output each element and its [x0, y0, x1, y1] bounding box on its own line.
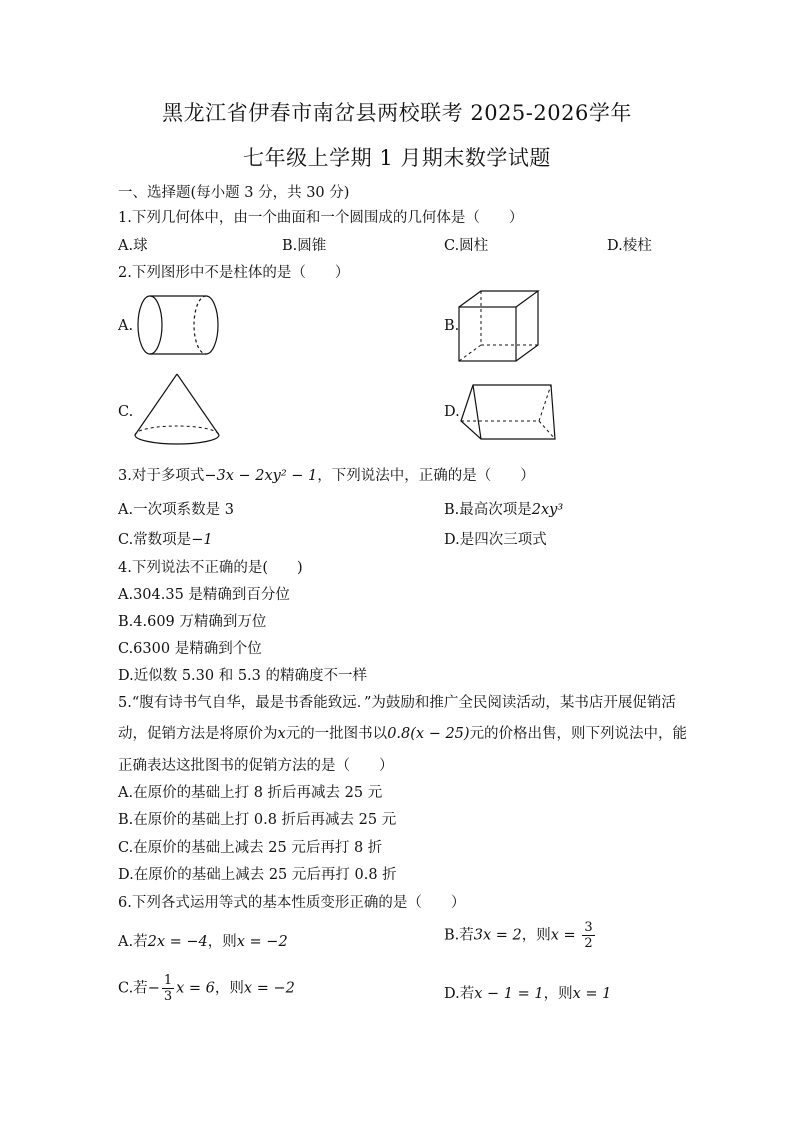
- q3-stem-suffix: ，下列说法中，正确的是（ ）: [317, 468, 535, 484]
- q6-c-fraction: [162, 973, 174, 1004]
- q6-a-then: ，则: [207, 934, 237, 950]
- q5-option-d: D.在原价的基础上减去 25 元后再打 0.8 折: [118, 867, 397, 883]
- q5-price-expr: 0.8(x − 25): [387, 726, 470, 742]
- q5-line2-prefix: 动，促销方法是将原价为: [118, 726, 278, 742]
- q5-option-c: C.在原价的基础上减去 25 元后再打 8 折: [118, 840, 383, 856]
- q6-b-fraction: [582, 920, 594, 951]
- exam-title-line1: 黑龙江省伊春市南岔县两校联考 2025-2026学年: [162, 101, 632, 125]
- q3-option-c-expr: −1: [191, 532, 213, 548]
- q6-c-result: x = −2: [243, 980, 295, 997]
- q2-option-c-label: C.: [118, 404, 134, 420]
- q1-option-b: B.圆锥: [282, 238, 327, 254]
- q3-stem: [118, 464, 535, 485]
- q6-c-condition: x = 6: [176, 980, 215, 997]
- q2-option-a-label: A.: [118, 318, 134, 334]
- q6-option-b: [444, 920, 597, 951]
- q3-option-a: A.一次项系数是 3: [118, 502, 234, 518]
- q5-variable: x: [277, 726, 286, 742]
- q4-option-c: C.6300 是精确到个位: [118, 641, 262, 657]
- q6-b-numerator: 3: [584, 920, 593, 935]
- q6-c-numerator: 1: [163, 973, 173, 988]
- q6-option-d: [444, 982, 611, 1003]
- q1-option-c: C.圆柱: [444, 238, 489, 254]
- q5-stem-line2: [118, 722, 687, 743]
- q4-option-d: D.近似数 5.30 和 5.3 的精确度不一样: [118, 668, 367, 684]
- q4-option-b: B.4.609 万精确到万位: [118, 614, 267, 630]
- q5-option-b: B.在原价的基础上打 0.8 折后再减去 25 元: [118, 812, 397, 828]
- q5-line2-suffix: 元的价格出售，则下列说法中，能: [469, 726, 688, 742]
- prism-figure: [455, 377, 560, 445]
- cone-figure: [130, 370, 225, 452]
- q3-polynomial: −3x − 2xy² − 1: [204, 468, 318, 484]
- q4-option-a: A.304.35 是精确到百分位: [118, 587, 290, 603]
- q6-stem: 6.下列各式运用等式的基本性质变形正确的是（ ）: [118, 895, 466, 911]
- q3-option-c-prefix: C.常数项是: [118, 532, 192, 548]
- q2-option-d-label: D.: [444, 404, 460, 420]
- q3-stem-prefix: 3.对于多项式: [118, 468, 205, 484]
- cube-figure: [455, 287, 545, 367]
- q3-option-b-prefix: B.最高次项是: [444, 502, 532, 518]
- q1-option-a: A.球: [118, 238, 148, 254]
- q6-b-prefix: B.若: [444, 927, 474, 944]
- q6-a-prefix: A.若: [118, 934, 148, 950]
- q2-stem: 2.下列图形中不是柱体的是（ ）: [118, 265, 350, 281]
- section-heading: 一、选择题(每小题 3 分，共 30 分): [118, 185, 350, 201]
- q1-option-d: D.棱柱: [607, 238, 652, 254]
- q3-option-d: D.是四次三项式: [444, 532, 547, 548]
- q3-option-b-expr: 2xy³: [531, 502, 564, 518]
- q6-option-a: [118, 930, 288, 951]
- q4-stem: 4.下列说法不正确的是( ): [118, 560, 303, 576]
- q5-stem-line1: 5.“腹有诗书气自华，最是书香能致远．”为鼓励和推广全民阅读活动，某书店开展促销活: [118, 695, 676, 711]
- q6-b-condition: 3x = 2: [473, 927, 522, 944]
- q5-stem-line3: 正确表达这批图书的促销方法的是（ ）: [118, 758, 394, 774]
- q3-option-c: [118, 528, 213, 549]
- q6-d-prefix: D.若: [444, 986, 475, 1002]
- q2-option-b-label: B.: [444, 318, 460, 334]
- q5-line2-mid: 元的一批图书以: [285, 726, 388, 742]
- q6-option-c: [118, 973, 295, 1004]
- q6-b-then: ，则: [521, 927, 551, 944]
- q6-a-condition: 2x = −4: [147, 934, 208, 950]
- q6-d-then: ，则: [543, 986, 573, 1002]
- cylinder-figure: [130, 290, 225, 362]
- q6-c-prefix: C.若: [118, 980, 148, 997]
- q6-b-denominator: 2: [584, 936, 593, 951]
- exam-title-line2: 七年级上学期 1 月期末数学试题: [243, 146, 551, 170]
- q6-b-lhs: x =: [550, 927, 576, 944]
- q1-stem: 1.下列几何体中，由一个曲面和一个圆围成的几何体是（ ）: [118, 210, 524, 226]
- q6-a-result: x = −2: [236, 934, 288, 950]
- q6-c-sign: −: [147, 980, 160, 997]
- q6-d-condition: x − 1 = 1: [474, 986, 544, 1002]
- q6-c-then: ，则: [214, 980, 244, 997]
- q6-d-result: x = 1: [572, 986, 612, 1002]
- q5-option-a: A.在原价的基础上打 8 折后再减去 25 元: [118, 785, 383, 801]
- q3-option-b: [444, 498, 563, 519]
- q6-c-denominator: 3: [163, 989, 173, 1004]
